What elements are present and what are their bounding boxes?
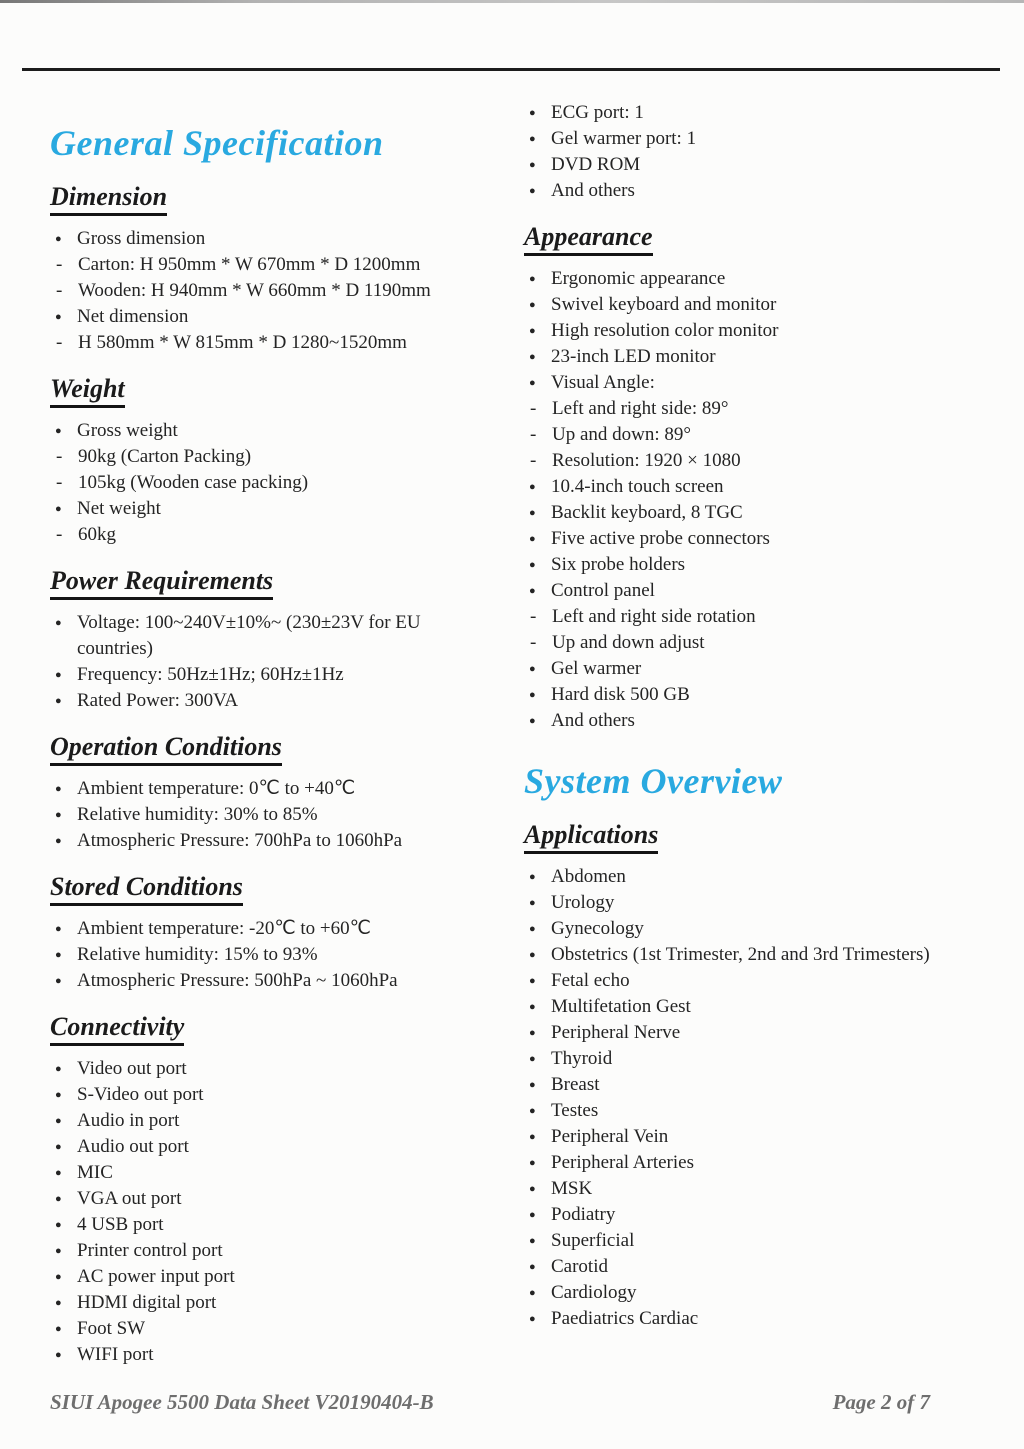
list-item-text: Cardiology <box>551 1282 637 1303</box>
list-item <box>55 688 492 714</box>
bullet-marker: ● <box>55 783 62 795</box>
list-item <box>529 994 994 1020</box>
bullet-marker: ● <box>529 185 536 197</box>
list-item-text: Paediatrics Cardiac <box>551 1308 699 1329</box>
list-item-text: Gynecology <box>551 918 644 939</box>
bullet-marker: ● <box>529 975 536 987</box>
bullet-marker: ● <box>55 923 62 935</box>
list-item <box>55 252 492 278</box>
dash-marker: - <box>530 424 537 445</box>
list-item-text: Peripheral Arteries <box>551 1152 694 1173</box>
page-body <box>50 96 994 1368</box>
item-list <box>50 610 492 714</box>
bullet-marker: ● <box>529 299 536 311</box>
list-item-text: Peripheral Nerve <box>551 1022 681 1043</box>
list-item-text: Printer control port <box>77 1240 223 1261</box>
bullet-marker: ● <box>529 559 536 571</box>
bullet-marker: ● <box>529 1183 536 1195</box>
list-item <box>55 1212 492 1238</box>
list-item-text: Ambient temperature: -20℃ to +60℃ <box>77 918 371 939</box>
list-item-text: Thyroid <box>551 1048 613 1069</box>
list-item <box>529 1306 994 1332</box>
bullet-marker: ● <box>55 975 62 987</box>
bullet-marker: ● <box>55 669 62 681</box>
section-heading: Dimension <box>50 182 167 216</box>
item-list <box>50 776 492 854</box>
list-item <box>529 448 994 474</box>
list-item <box>55 1238 492 1264</box>
list-item-text: Hard disk 500 GB <box>551 684 690 705</box>
list-item <box>529 474 994 500</box>
list-item-text: 105kg (Wooden case packing) <box>78 472 309 493</box>
bullet-marker: ● <box>529 507 536 519</box>
list-item <box>529 1124 994 1150</box>
list-item <box>529 318 994 344</box>
list-item <box>55 226 492 252</box>
list-item <box>529 656 994 682</box>
bullet-marker: ● <box>529 663 536 675</box>
bullet-marker: ● <box>55 1297 62 1309</box>
list-item <box>529 100 994 126</box>
bullet-marker: ● <box>529 949 536 961</box>
list-item <box>529 1046 994 1072</box>
list-item-text: S-Video out port <box>77 1084 204 1105</box>
list-item <box>529 1228 994 1254</box>
list-item <box>55 1290 492 1316</box>
list-item-text: Multifetation Gest <box>551 996 691 1017</box>
list-item <box>55 968 492 994</box>
list-item <box>529 126 994 152</box>
footer-page-number: Page 2 of 7 <box>832 1390 930 1414</box>
list-item <box>55 776 492 802</box>
bullet-marker: ● <box>55 617 62 629</box>
dash-marker: - <box>530 450 537 471</box>
bullet-marker: ● <box>529 715 536 727</box>
list-item <box>529 578 994 604</box>
section-heading-wrap <box>50 182 492 216</box>
list-item <box>55 662 492 688</box>
list-item-text: Peripheral Vein <box>551 1126 669 1147</box>
bullet-marker: ● <box>55 949 62 961</box>
list-item-text: Control panel <box>551 580 655 601</box>
list-item-text: Video out port <box>77 1058 187 1079</box>
list-item <box>529 1150 994 1176</box>
dash-marker: - <box>530 606 537 627</box>
list-item-text: Rated Power: 300VA <box>77 690 239 711</box>
list-item-text: Left and right side: 89° <box>552 398 729 419</box>
list-item <box>529 344 994 370</box>
list-item-text: Foot SW <box>77 1318 146 1339</box>
list-item <box>529 1202 994 1228</box>
document-title: System Overview <box>524 761 783 801</box>
list-item <box>529 422 994 448</box>
list-item <box>55 1160 492 1186</box>
list-item-text: Left and right side rotation <box>552 606 756 627</box>
list-item-text: Gel warmer port: 1 <box>551 128 697 149</box>
list-item-text: Resolution: 1920 × 1080 <box>552 450 741 471</box>
section-heading: Stored Conditions <box>50 872 243 906</box>
list-item-text: Backlit keyboard, 8 TGC <box>551 502 743 523</box>
list-item-text: Superficial <box>551 1230 635 1251</box>
bullet-marker: ● <box>55 503 62 515</box>
bullet-marker: ● <box>529 1209 536 1221</box>
list-item-text: ECG port: 1 <box>551 102 644 123</box>
list-item <box>55 470 492 496</box>
list-item-text: Ambient temperature: 0℃ to +40℃ <box>77 778 356 799</box>
bullet-marker: ● <box>55 695 62 707</box>
header-rule <box>22 68 1000 71</box>
list-item-text: VGA out port <box>77 1188 182 1209</box>
list-item-text: Voltage: 100~240V±10%~ (230±23V for EU countries) <box>77 612 421 659</box>
list-item <box>55 1134 492 1160</box>
bullet-marker: ● <box>55 1219 62 1231</box>
section-heading: Applications <box>524 820 658 854</box>
dash-marker: - <box>56 332 63 353</box>
list-item <box>529 708 994 734</box>
list-item <box>55 916 492 942</box>
bullet-marker: ● <box>529 351 536 363</box>
list-item-text: And others <box>551 710 635 731</box>
list-item-text: Six probe holders <box>551 554 686 575</box>
list-item-text: MSK <box>551 1178 593 1199</box>
list-item-text: Relative humidity: 15% to 93% <box>77 944 318 965</box>
bullet-marker: ● <box>529 1157 536 1169</box>
list-item-text: Gross weight <box>77 420 178 441</box>
bullet-marker: ● <box>55 1167 62 1179</box>
list-item-text: Breast <box>551 1074 600 1095</box>
bullet-marker: ● <box>55 1089 62 1101</box>
bullet-marker: ● <box>529 273 536 285</box>
dash-marker: - <box>56 524 63 545</box>
dash-marker: - <box>56 254 63 275</box>
bullet-marker: ● <box>55 311 62 323</box>
bullet-marker: ● <box>529 107 536 119</box>
bullet-marker: ● <box>529 1131 536 1143</box>
list-item <box>55 1056 492 1082</box>
list-item-text: Visual Angle: <box>551 372 655 393</box>
list-item <box>529 604 994 630</box>
list-item <box>55 1082 492 1108</box>
scan-edge-artifact <box>0 0 1024 3</box>
section-heading-wrap <box>50 732 492 766</box>
list-item-text: Relative humidity: 30% to 85% <box>77 804 318 825</box>
list-item <box>529 864 994 890</box>
list-item <box>55 496 492 522</box>
list-item-text: Atmospheric Pressure: 500hPa ~ 1060hPa <box>77 970 398 991</box>
list-item <box>529 1098 994 1124</box>
list-item-text: MIC <box>77 1162 113 1183</box>
list-item-text: Carton: H 950mm * W 670mm * D 1200mm <box>78 254 421 275</box>
section-heading: Operation Conditions <box>50 732 282 766</box>
list-item <box>55 1342 492 1368</box>
bullet-marker: ● <box>55 809 62 821</box>
list-item <box>55 444 492 470</box>
list-item <box>55 418 492 444</box>
list-item <box>529 396 994 422</box>
list-item <box>55 522 492 548</box>
list-item <box>529 292 994 318</box>
section-heading-wrap <box>50 566 492 600</box>
left-column <box>50 96 492 1368</box>
bullet-marker: ● <box>529 377 536 389</box>
bullet-marker: ● <box>55 835 62 847</box>
list-item <box>529 1176 994 1202</box>
list-item <box>529 1280 994 1306</box>
list-item-text: 60kg <box>78 524 116 545</box>
section-heading-wrap <box>524 222 994 256</box>
section-heading: Power Requirements <box>50 566 273 600</box>
list-item-text: 90kg (Carton Packing) <box>78 446 252 467</box>
list-item <box>529 916 994 942</box>
bullet-marker: ● <box>529 133 536 145</box>
bullet-marker: ● <box>529 159 536 171</box>
bullet-marker: ● <box>529 585 536 597</box>
list-item-text: Up and down adjust <box>552 632 705 653</box>
list-item <box>55 278 492 304</box>
list-item <box>55 1108 492 1134</box>
list-item <box>55 1264 492 1290</box>
list-item-text: Gel warmer <box>551 658 642 679</box>
bullet-marker: ● <box>55 1193 62 1205</box>
bullet-marker: ● <box>55 1349 62 1361</box>
list-item-text: Carotid <box>551 1256 608 1277</box>
right-column <box>524 96 994 1368</box>
list-item <box>529 500 994 526</box>
section-heading-wrap <box>50 374 492 408</box>
list-item-text: 10.4-inch touch screen <box>551 476 724 497</box>
list-item-text: And others <box>551 180 635 201</box>
footer <box>50 1390 930 1415</box>
list-item-text: 4 USB port <box>77 1214 164 1235</box>
bullet-marker: ● <box>55 1245 62 1257</box>
section-heading: Connectivity <box>50 1012 184 1046</box>
list-item-text: Frequency: 50Hz±1Hz; 60Hz±1Hz <box>77 664 344 685</box>
list-item <box>55 942 492 968</box>
bullet-marker: ● <box>529 1053 536 1065</box>
list-item <box>529 968 994 994</box>
list-item-text: AC power input port <box>77 1266 235 1287</box>
item-list <box>524 864 994 1332</box>
list-item-text: Five active probe connectors <box>551 528 770 549</box>
list-item <box>55 1316 492 1342</box>
bullet-marker: ● <box>529 1235 536 1247</box>
list-item <box>529 682 994 708</box>
item-list <box>50 1056 492 1368</box>
bullet-marker: ● <box>529 481 536 493</box>
footer-document-title: SIUI Apogee 5500 Data Sheet V20190404-B <box>50 1390 434 1414</box>
list-item-text: Net weight <box>77 498 161 519</box>
list-item-text: High resolution color monitor <box>551 320 779 341</box>
bullet-marker: ● <box>529 923 536 935</box>
document-title: General Specification <box>50 123 384 163</box>
bullet-marker: ● <box>55 1271 62 1283</box>
list-item-text: Swivel keyboard and monitor <box>551 294 777 315</box>
list-item-text: Obstetrics (1st Trimester, 2nd and 3rd Trimesters) <box>551 944 930 965</box>
bullet-marker: ● <box>529 325 536 337</box>
list-item <box>529 266 994 292</box>
bullet-marker: ● <box>529 871 536 883</box>
list-item-text: DVD ROM <box>551 154 641 175</box>
bullet-marker: ● <box>529 533 536 545</box>
bullet-marker: ● <box>529 1105 536 1117</box>
list-item-text: Urology <box>551 892 615 913</box>
bullet-marker: ● <box>55 1115 62 1127</box>
list-item-text: 23-inch LED monitor <box>551 346 716 367</box>
list-item <box>55 304 492 330</box>
list-item <box>529 890 994 916</box>
section-heading-wrap <box>524 820 994 854</box>
dash-marker: - <box>56 472 63 493</box>
section-heading: Appearance <box>524 222 653 256</box>
bullet-marker: ● <box>529 689 536 701</box>
list-item <box>55 610 492 662</box>
list-item <box>55 1186 492 1212</box>
list-item <box>529 552 994 578</box>
list-item <box>529 526 994 552</box>
bullet-marker: ● <box>529 1079 536 1091</box>
bullet-marker: ● <box>529 1287 536 1299</box>
list-item-text: Up and down: 89° <box>552 424 692 445</box>
bullet-marker: ● <box>529 1261 536 1273</box>
list-item <box>55 802 492 828</box>
list-item-text: Gross dimension <box>77 228 206 249</box>
item-list <box>50 226 492 356</box>
list-item-text: Audio in port <box>77 1110 180 1131</box>
bullet-marker: ● <box>529 1313 536 1325</box>
list-item <box>529 370 994 396</box>
list-item-text: Abdomen <box>551 866 626 887</box>
list-item-text: Podiatry <box>551 1204 616 1225</box>
list-item <box>529 1254 994 1280</box>
dash-marker: - <box>56 280 63 301</box>
list-item <box>529 630 994 656</box>
dash-marker: - <box>530 398 537 419</box>
bullet-marker: ● <box>55 425 62 437</box>
list-item <box>529 1072 994 1098</box>
bullet-marker: ● <box>55 233 62 245</box>
section-heading: Weight <box>50 374 125 408</box>
list-item-text: H 580mm * W 815mm * D 1280~1520mm <box>78 332 407 353</box>
bullet-marker: ● <box>55 1141 62 1153</box>
item-list <box>524 266 994 734</box>
bullet-marker: ● <box>529 897 536 909</box>
bullet-marker: ● <box>529 1027 536 1039</box>
list-item <box>529 942 994 968</box>
dash-marker: - <box>530 632 537 653</box>
list-item-text: Ergonomic appearance <box>551 268 726 289</box>
list-item <box>55 330 492 356</box>
bullet-marker: ● <box>55 1323 62 1335</box>
list-item-text: Fetal echo <box>551 970 630 991</box>
list-item <box>55 828 492 854</box>
list-item-text: Testes <box>551 1100 599 1121</box>
list-item-text: Wooden: H 940mm * W 660mm * D 1190mm <box>78 280 431 301</box>
list-item-text: Audio out port <box>77 1136 189 1157</box>
list-item <box>529 178 994 204</box>
list-item-text: HDMI digital port <box>77 1292 217 1313</box>
item-list <box>524 100 994 204</box>
bullet-marker: ● <box>529 1001 536 1013</box>
list-item <box>529 152 994 178</box>
item-list <box>50 916 492 994</box>
list-item-text: Atmospheric Pressure: 700hPa to 1060hPa <box>77 830 403 851</box>
section-heading-wrap <box>50 872 492 906</box>
section-heading-wrap <box>50 1012 492 1046</box>
list-item <box>529 1020 994 1046</box>
list-item-text: Net dimension <box>77 306 189 327</box>
item-list <box>50 418 492 548</box>
list-item-text: WIFI port <box>77 1344 154 1365</box>
bullet-marker: ● <box>55 1063 62 1075</box>
dash-marker: - <box>56 446 63 467</box>
